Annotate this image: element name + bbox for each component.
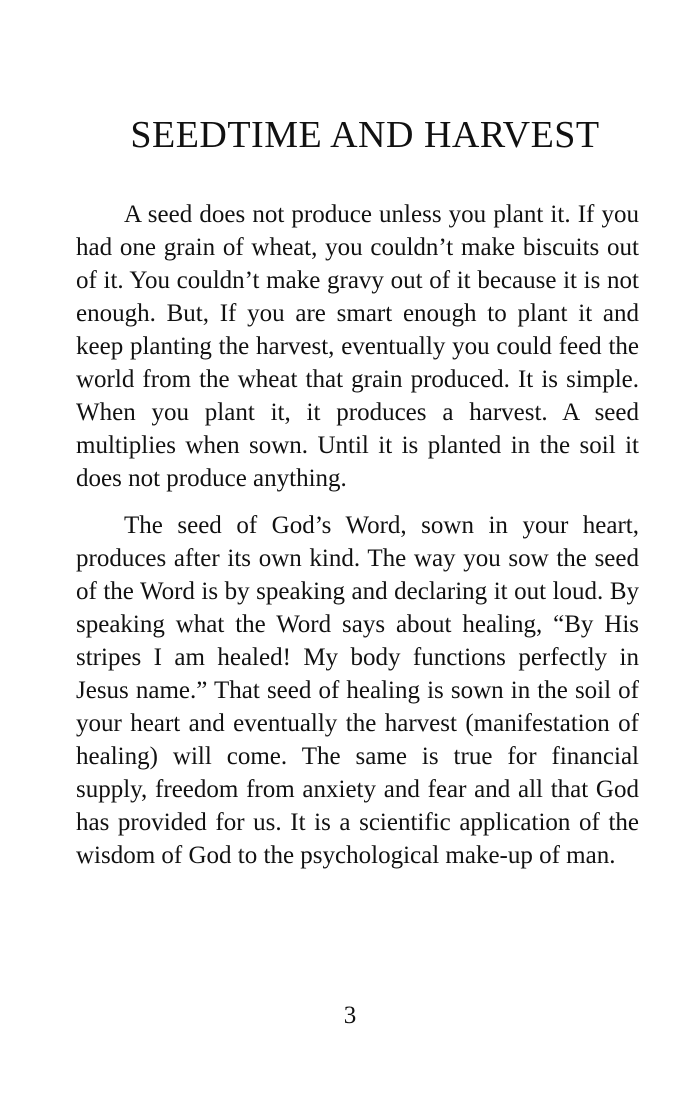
page-number: 3 <box>343 1002 357 1029</box>
body-text <box>76 198 639 886</box>
paragraph-2: The seed of God’s Word, sown in your heart, produces after its own kind. The way you sow the seed of the Word is by speaking and declaring it out loud. By speaking what the Word says about healing, “By His stripes I am healed! My body functions perfectly in Jesus name.” That seed of healing is sown in the soil of your heart and eventually the harvest (manifestation of healing) will come. The same is true for financial supply, freedom from anxiety and fear and all that God has provided for us. It is a scientific application of the wisdom of God to the psychological make-up of man. <box>76 512 639 869</box>
chapter-title: SEEDTIME AND HARVEST <box>130 114 600 156</box>
paragraph-1: A seed does not produce unless you plant it. If you had one grain of wheat, you couldn’t make biscuits out of it. You couldn’t make gravy out of it because it is not enough. But, If you are smart enough to plant it and keep planting the harvest, eventually you could feed the world from the wheat that grain produced. It is simple. When you plant it, it produces a harvest. A seed multiplies when sown. Until it is planted in the soil it does not produce anything. <box>76 201 639 492</box>
